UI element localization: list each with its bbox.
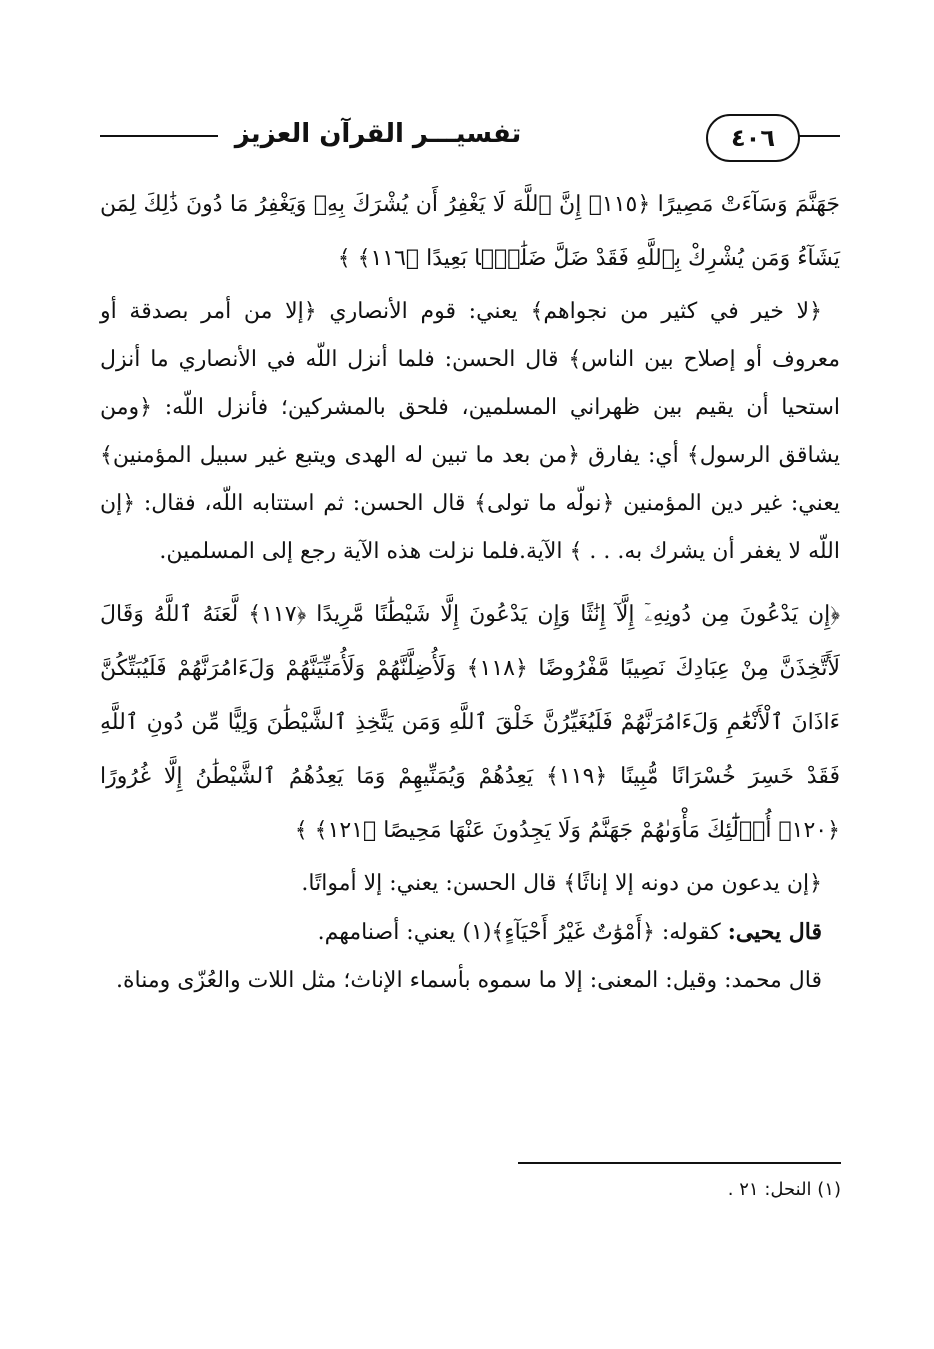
commentary-paragraph-3 xyxy=(100,908,840,957)
speaker-lead: قال يحيى: xyxy=(727,919,822,945)
commentary-paragraph-4: قال محمد: وقيل: المعنى: إلا ما سموه بأسماء الإناث؛ مثل اللات والعُزّى ومناة. xyxy=(116,968,822,993)
running-title: تفسيـــر القرآن العزيز xyxy=(218,110,538,158)
quran-verse-block-1: جَهَنَّمَ وَسَآءَتْ مَصِيرًا ﴿١١٥﴾ إِنَّ ٱللَّهَ لَا يَغْفِرُ أَن يُشْرَكَ بِهِۦ وَيَغْفِرُ مَا دُونَ ذَٰلِكَ لِمَن يَشَآءُ وَمَن يُشْرِكْ بِٱللَّهِ فَقَدْ ضَلَّ ضَلَٰلًۢا بَعِيدًا ﴿١١٦﴾ ﴾ xyxy=(100,192,841,271)
page-header xyxy=(100,108,840,164)
footnote: (١) النحل: ٢١ . xyxy=(727,1179,841,1200)
speaker-text: كقوله: ﴿أَمْوَٰتٌ غَيْرُ أَحْيَآءٍ﴾(١) يعني: أصنامهم. xyxy=(317,920,728,945)
page-body xyxy=(100,178,840,1005)
commentary-paragraph-1: ﴿لا خير في كثير من نجواهم﴾ يعني: قوم الأنصاري ﴿إلا من أمر بصدقة أو معروف أو إصلاح بين الناس﴾ قال الحسن: فلما أنزل اللّه في الأنصاري ما أنزل استحيا أن يقيم بين ظهراني المسلمين، فلحق بالمشركين؛ فأنزل اللّه: ﴿ومن يشاقق الرسول﴾ أي: يفارق ﴿من بعد ما تبين له الهدى ويتبع غير سبيل المؤمنين﴾ يعني: غير دين المؤمنين ﴿نولّه ما تولى﴾ قال الحسن: ثم استتابه اللّه، فقال: ﴿إن اللّه لا يغفر أن يشرك به. . . ﴾ الآية.فلما نزلت هذه الآية رجع إلى المسلمين. xyxy=(100,299,840,564)
footnote-separator xyxy=(518,1162,841,1164)
page-number: ٤٠٦ xyxy=(706,114,800,162)
quran-verse-block-2: ﴿إِن يَدْعُونَ مِن دُونِهِۦٓ إِلَّآ إِنَٰثًا وَإِن يَدْعُونَ إِلَّا شَيْطَٰنًا مَّرِيدًا ﴿١١٧﴾ لَّعَنَهُ ٱللَّهُ وَقَالَ لَأَتَّخِذَنَّ مِنْ عِبَادِكَ نَصِيبًا مَّفْرُوضًا ﴿١١٨﴾ وَلَأُضِلَّنَّهُمْ وَلَأُمَنِّيَنَّهُمْ وَلَءَامُرَنَّهُمْ فَلَيُبَتِّكُنَّ ءَاذَانَ ٱلْأَنْعَٰمِ وَلَءَامُرَنَّهُمْ فَلَيُغَيِّرُنَّ خَلْقَ ٱللَّهِ وَمَن يَتَّخِذِ ٱلشَّيْطَٰنَ وَلِيًّا مِّن دُونِ ٱللَّهِ فَقَدْ خَسِرَ خُسْرَانًا مُّبِينًا ﴿١١٩﴾ يَعِدُهُمْ وَيُمَنِّيهِمْ وَمَا يَعِدُهُمُ ٱلشَّيْطَٰنُ إِلَّا غُرُورًا ﴿١٢٠﴾ أُو۟لَٰٓئِكَ مَأْوَىٰهُمْ جَهَنَّمُ وَلَا يَجِدُونَ عَنْهَا مَحِيصًا ﴿١٢١﴾ ﴾ xyxy=(100,602,840,843)
commentary-paragraph-2: ﴿إن يدعون من دونه إلا إناثًا﴾ قال الحسن: يعني: إلا أمواتًا. xyxy=(301,871,822,896)
